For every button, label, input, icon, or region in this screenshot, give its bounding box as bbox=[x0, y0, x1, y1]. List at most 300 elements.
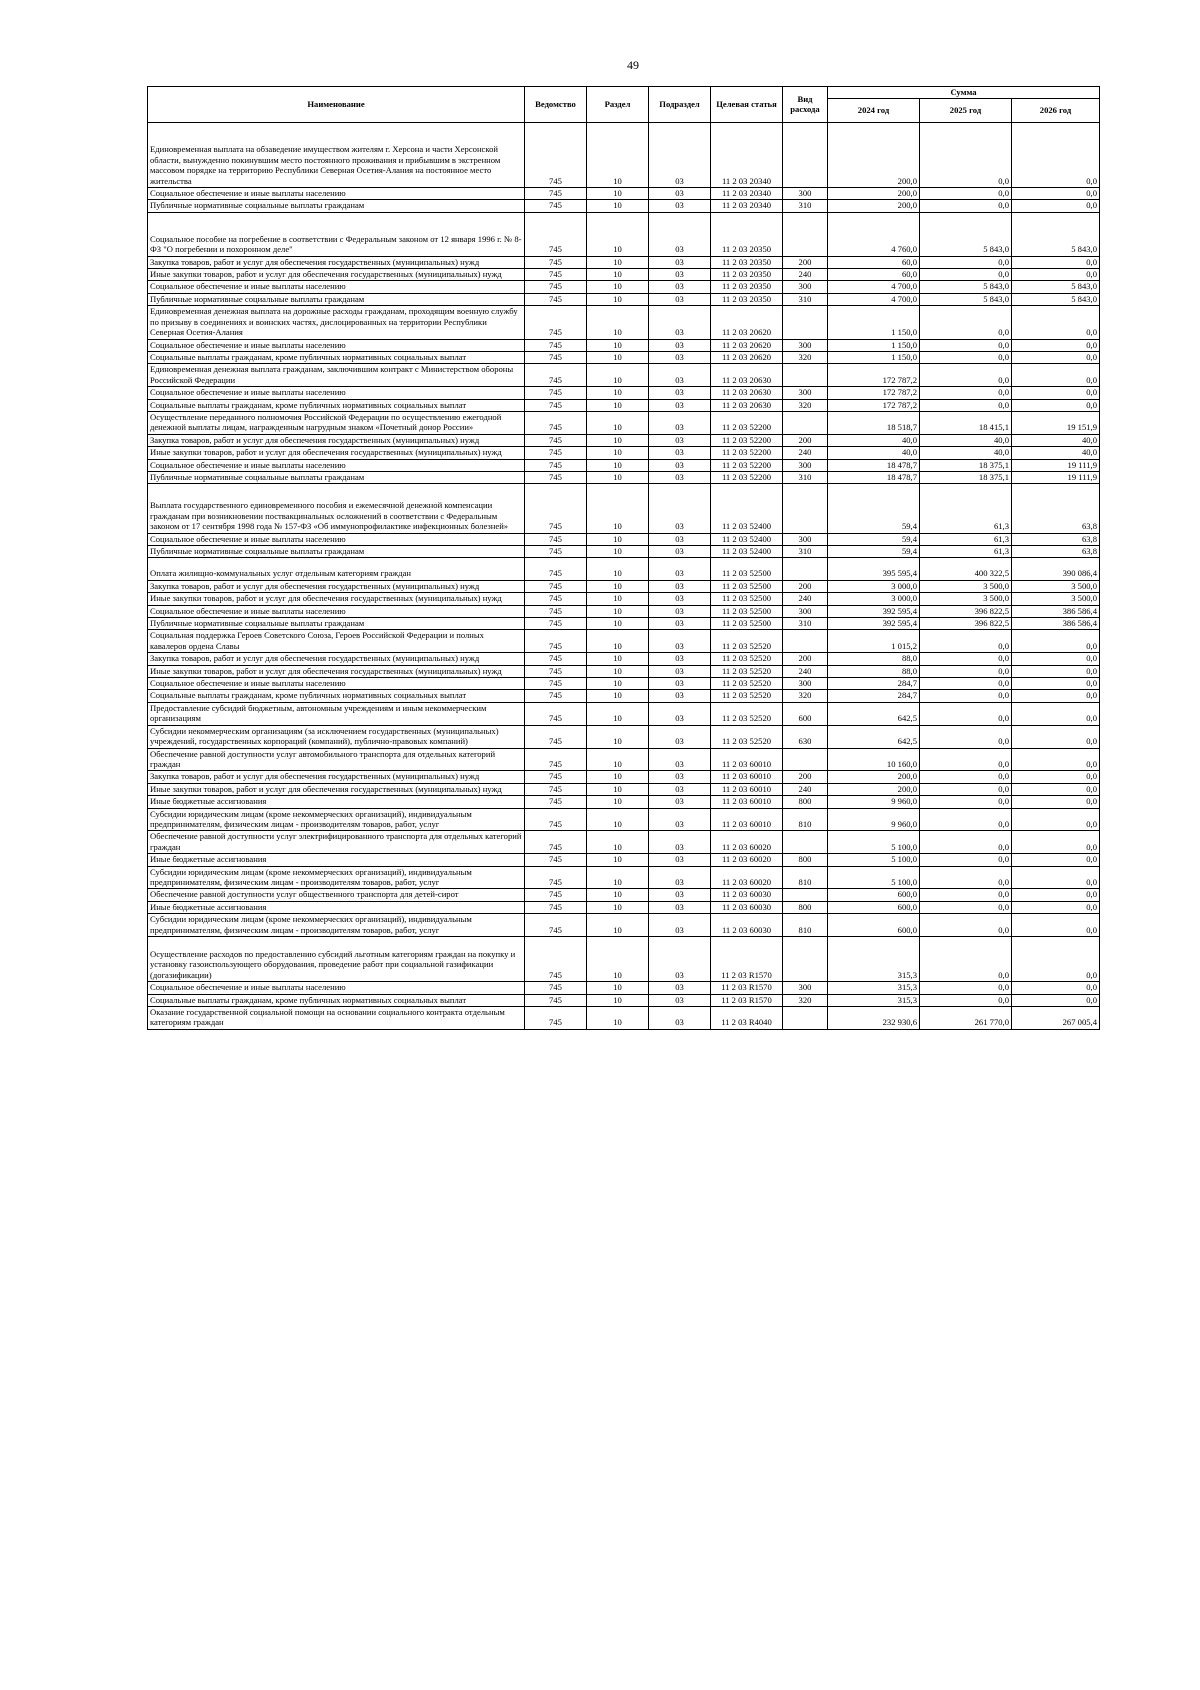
cell-dept: 745 bbox=[525, 994, 587, 1006]
cell-2024: 232 930,6 bbox=[828, 1007, 920, 1030]
cell-2025: 396 822,5 bbox=[920, 618, 1012, 630]
cell-section: 10 bbox=[587, 558, 649, 580]
cell-2026: 0,0 bbox=[1012, 188, 1100, 200]
cell-target: 11 2 03 52520 bbox=[711, 702, 783, 725]
cell-name: Закупка товаров, работ и услуг для обеспечения государственных (муниципальных) нужд bbox=[148, 580, 525, 592]
cell-2024: 392 595,4 bbox=[828, 618, 920, 630]
cell-exptype bbox=[783, 411, 828, 434]
cell-subsection: 03 bbox=[649, 364, 711, 387]
cell-dept: 745 bbox=[525, 854, 587, 866]
cell-name: Осуществление переданного полномочия Российской Федерации по осуществлению ежегодной денежной выплаты лицам, награжденным нагрудным знаком «Почетный донор России» bbox=[148, 411, 525, 434]
cell-2026: 0,0 bbox=[1012, 690, 1100, 702]
cell-2025: 0,0 bbox=[920, 653, 1012, 665]
table-row bbox=[148, 339, 1100, 351]
cell-2025: 400 322,5 bbox=[920, 558, 1012, 580]
cell-subsection: 03 bbox=[649, 351, 711, 363]
cell-subsection: 03 bbox=[649, 702, 711, 725]
cell-subsection: 03 bbox=[649, 269, 711, 281]
cell-section: 10 bbox=[587, 256, 649, 268]
cell-2024: 5 100,0 bbox=[828, 866, 920, 889]
cell-2026: 19 111,9 bbox=[1012, 459, 1100, 471]
cell-name: Иные закупки товаров, работ и услуг для обеспечения государственных (муниципальных) нужд bbox=[148, 269, 525, 281]
cell-2025: 40,0 bbox=[920, 434, 1012, 446]
cell-section: 10 bbox=[587, 748, 649, 771]
cell-section: 10 bbox=[587, 771, 649, 783]
cell-exptype: 810 bbox=[783, 914, 828, 937]
cell-2024: 18 518,7 bbox=[828, 411, 920, 434]
cell-exptype: 300 bbox=[783, 982, 828, 994]
cell-target: 11 2 03 52200 bbox=[711, 459, 783, 471]
cell-subsection: 03 bbox=[649, 630, 711, 653]
cell-section: 10 bbox=[587, 994, 649, 1006]
cell-target: 11 2 03 52520 bbox=[711, 653, 783, 665]
cell-name: Иные бюджетные ассигнования bbox=[148, 901, 525, 913]
cell-section: 10 bbox=[587, 533, 649, 545]
table-body bbox=[148, 123, 1100, 1029]
cell-target: 11 2 03 R1570 bbox=[711, 982, 783, 994]
cell-target: 11 2 03 52200 bbox=[711, 471, 783, 483]
cell-2026: 5 843,0 bbox=[1012, 281, 1100, 293]
cell-name: Социальное обеспечение и иные выплаты населению bbox=[148, 982, 525, 994]
cell-section: 10 bbox=[587, 546, 649, 558]
cell-name: Закупка товаров, работ и услуг для обеспечения государственных (муниципальных) нужд bbox=[148, 434, 525, 446]
cell-target: 11 2 03 60010 bbox=[711, 783, 783, 795]
cell-target: 11 2 03 20340 bbox=[711, 200, 783, 212]
cell-target: 11 2 03 52500 bbox=[711, 593, 783, 605]
cell-2025: 396 822,5 bbox=[920, 605, 1012, 617]
cell-dept: 745 bbox=[525, 796, 587, 808]
cell-2026: 0,0 bbox=[1012, 808, 1100, 831]
cell-2026: 3 500,0 bbox=[1012, 593, 1100, 605]
cell-dept: 745 bbox=[525, 123, 587, 188]
cell-2024: 3 000,0 bbox=[828, 593, 920, 605]
cell-2026: 0,0 bbox=[1012, 831, 1100, 854]
cell-section: 10 bbox=[587, 605, 649, 617]
cell-2025: 18 375,1 bbox=[920, 459, 1012, 471]
cell-name: Субсидии некоммерческим организациям (за исключением государственных (муниципальных) учреждений, государственных корпораций (компаний), публично-правовых компаний) bbox=[148, 725, 525, 748]
table-row bbox=[148, 387, 1100, 399]
cell-exptype bbox=[783, 831, 828, 854]
cell-dept: 745 bbox=[525, 434, 587, 446]
cell-dept: 745 bbox=[525, 653, 587, 665]
cell-dept: 745 bbox=[525, 351, 587, 363]
cell-target: 11 2 03 60010 bbox=[711, 771, 783, 783]
cell-target: 11 2 03 52400 bbox=[711, 484, 783, 533]
header-2024: 2024 год bbox=[828, 99, 920, 123]
table-row bbox=[148, 212, 1100, 256]
cell-2025: 0,0 bbox=[920, 901, 1012, 913]
cell-2024: 642,5 bbox=[828, 702, 920, 725]
cell-2024: 18 478,7 bbox=[828, 471, 920, 483]
cell-name: Социальное обеспечение и иные выплаты населению bbox=[148, 533, 525, 545]
cell-subsection: 03 bbox=[649, 434, 711, 446]
cell-target: 11 2 03 52500 bbox=[711, 558, 783, 580]
cell-target: 11 2 03 60010 bbox=[711, 796, 783, 808]
cell-subsection: 03 bbox=[649, 459, 711, 471]
table-row bbox=[148, 293, 1100, 305]
cell-2026: 0,0 bbox=[1012, 889, 1100, 901]
cell-section: 10 bbox=[587, 1007, 649, 1030]
cell-section: 10 bbox=[587, 434, 649, 446]
cell-2025: 61,3 bbox=[920, 484, 1012, 533]
table-row bbox=[148, 889, 1100, 901]
cell-name: Закупка товаров, работ и услуг для обеспечения государственных (муниципальных) нужд bbox=[148, 653, 525, 665]
header-sum: Сумма bbox=[828, 87, 1100, 99]
cell-2024: 642,5 bbox=[828, 725, 920, 748]
cell-target: 11 2 03 52500 bbox=[711, 580, 783, 592]
cell-name: Публичные нормативные социальные выплаты гражданам bbox=[148, 293, 525, 305]
cell-target: 11 2 03 52520 bbox=[711, 630, 783, 653]
cell-subsection: 03 bbox=[649, 653, 711, 665]
cell-section: 10 bbox=[587, 123, 649, 188]
table-row bbox=[148, 1007, 1100, 1030]
cell-exptype: 810 bbox=[783, 808, 828, 831]
cell-2025: 0,0 bbox=[920, 831, 1012, 854]
cell-2025: 0,0 bbox=[920, 665, 1012, 677]
cell-section: 10 bbox=[587, 200, 649, 212]
cell-name: Закупка товаров, работ и услуг для обеспечения государственных (муниципальных) нужд bbox=[148, 771, 525, 783]
cell-dept: 745 bbox=[525, 580, 587, 592]
cell-2024: 40,0 bbox=[828, 447, 920, 459]
cell-2026: 390 086,4 bbox=[1012, 558, 1100, 580]
cell-2025: 0,0 bbox=[920, 937, 1012, 982]
cell-exptype: 810 bbox=[783, 866, 828, 889]
cell-dept: 745 bbox=[525, 188, 587, 200]
cell-section: 10 bbox=[587, 339, 649, 351]
cell-2026: 0,0 bbox=[1012, 351, 1100, 363]
cell-dept: 745 bbox=[525, 387, 587, 399]
cell-section: 10 bbox=[587, 293, 649, 305]
cell-2026: 267 005,4 bbox=[1012, 1007, 1100, 1030]
cell-section: 10 bbox=[587, 725, 649, 748]
cell-exptype bbox=[783, 484, 828, 533]
cell-section: 10 bbox=[587, 665, 649, 677]
table-row bbox=[148, 281, 1100, 293]
cell-2024: 392 595,4 bbox=[828, 605, 920, 617]
cell-2024: 10 160,0 bbox=[828, 748, 920, 771]
table-row bbox=[148, 200, 1100, 212]
cell-target: 11 2 03 52400 bbox=[711, 546, 783, 558]
cell-subsection: 03 bbox=[649, 447, 711, 459]
cell-name: Социальные выплаты гражданам, кроме публичных нормативных социальных выплат bbox=[148, 690, 525, 702]
cell-2026: 0,0 bbox=[1012, 306, 1100, 339]
table-row bbox=[148, 771, 1100, 783]
cell-2024: 9 960,0 bbox=[828, 796, 920, 808]
cell-subsection: 03 bbox=[649, 471, 711, 483]
cell-2024: 315,3 bbox=[828, 994, 920, 1006]
cell-2024: 5 100,0 bbox=[828, 854, 920, 866]
cell-name: Публичные нормативные социальные выплаты гражданам bbox=[148, 546, 525, 558]
cell-subsection: 03 bbox=[649, 678, 711, 690]
cell-name: Оплата жилищно-коммунальных услуг отдельным категориям граждан bbox=[148, 558, 525, 580]
cell-section: 10 bbox=[587, 653, 649, 665]
cell-subsection: 03 bbox=[649, 901, 711, 913]
cell-2026: 0,0 bbox=[1012, 678, 1100, 690]
cell-name: Единовременная выплата на обзаведение имуществом жителям г. Херсона и части Херсонской области, вынужденно покинувшим место постоянного проживания и прибывшим в экстренном массовом порядке на территорию Республики Северная Осетия-Алания на постоянное место жительства bbox=[148, 123, 525, 188]
cell-dept: 745 bbox=[525, 281, 587, 293]
table-row bbox=[148, 188, 1100, 200]
cell-section: 10 bbox=[587, 889, 649, 901]
cell-2025: 0,0 bbox=[920, 725, 1012, 748]
cell-target: 11 2 03 20340 bbox=[711, 188, 783, 200]
cell-name: Публичные нормативные социальные выплаты гражданам bbox=[148, 618, 525, 630]
cell-2024: 172 787,2 bbox=[828, 364, 920, 387]
cell-exptype: 630 bbox=[783, 725, 828, 748]
cell-2024: 284,7 bbox=[828, 690, 920, 702]
cell-section: 10 bbox=[587, 783, 649, 795]
cell-2026: 3 500,0 bbox=[1012, 580, 1100, 592]
cell-2026: 0,0 bbox=[1012, 339, 1100, 351]
cell-2025: 0,0 bbox=[920, 690, 1012, 702]
cell-target: 11 2 03 60020 bbox=[711, 866, 783, 889]
cell-target: 11 2 03 20350 bbox=[711, 212, 783, 256]
header-row bbox=[148, 87, 1100, 99]
cell-2025: 0,0 bbox=[920, 306, 1012, 339]
cell-section: 10 bbox=[587, 364, 649, 387]
table-row bbox=[148, 411, 1100, 434]
table-row bbox=[148, 434, 1100, 446]
cell-subsection: 03 bbox=[649, 690, 711, 702]
cell-exptype: 310 bbox=[783, 546, 828, 558]
cell-exptype: 240 bbox=[783, 447, 828, 459]
cell-2026: 5 843,0 bbox=[1012, 212, 1100, 256]
cell-subsection: 03 bbox=[649, 994, 711, 1006]
cell-exptype: 240 bbox=[783, 665, 828, 677]
cell-subsection: 03 bbox=[649, 796, 711, 808]
cell-2026: 0,0 bbox=[1012, 725, 1100, 748]
table-row bbox=[148, 702, 1100, 725]
cell-2025: 0,0 bbox=[920, 783, 1012, 795]
cell-subsection: 03 bbox=[649, 200, 711, 212]
table-row bbox=[148, 123, 1100, 188]
cell-target: 11 2 03 52520 bbox=[711, 725, 783, 748]
cell-2024: 200,0 bbox=[828, 123, 920, 188]
cell-exptype: 310 bbox=[783, 618, 828, 630]
cell-2025: 3 500,0 bbox=[920, 593, 1012, 605]
header-name: Наименование bbox=[148, 87, 525, 123]
cell-2026: 0,0 bbox=[1012, 771, 1100, 783]
cell-name: Социальные выплаты гражданам, кроме публичных нормативных социальных выплат bbox=[148, 994, 525, 1006]
cell-exptype: 320 bbox=[783, 351, 828, 363]
cell-section: 10 bbox=[587, 212, 649, 256]
cell-subsection: 03 bbox=[649, 889, 711, 901]
cell-section: 10 bbox=[587, 831, 649, 854]
budget-table bbox=[147, 86, 1100, 1030]
cell-dept: 745 bbox=[525, 831, 587, 854]
cell-target: 11 2 03 20350 bbox=[711, 269, 783, 281]
cell-target: 11 2 03 20630 bbox=[711, 399, 783, 411]
cell-subsection: 03 bbox=[649, 665, 711, 677]
cell-dept: 745 bbox=[525, 937, 587, 982]
cell-2024: 60,0 bbox=[828, 256, 920, 268]
cell-2024: 4 700,0 bbox=[828, 293, 920, 305]
cell-subsection: 03 bbox=[649, 808, 711, 831]
cell-exptype: 200 bbox=[783, 256, 828, 268]
cell-2026: 0,0 bbox=[1012, 994, 1100, 1006]
header-2025: 2025 год bbox=[920, 99, 1012, 123]
cell-section: 10 bbox=[587, 982, 649, 994]
cell-target: 11 2 03 52200 bbox=[711, 447, 783, 459]
cell-name: Публичные нормативные социальные выплаты гражданам bbox=[148, 471, 525, 483]
header-dept: Ведомство bbox=[525, 87, 587, 123]
cell-name: Предоставление субсидий бюджетным, автономным учреждениям и иным некоммерческим организациям bbox=[148, 702, 525, 725]
cell-section: 10 bbox=[587, 866, 649, 889]
cell-exptype: 310 bbox=[783, 200, 828, 212]
cell-exptype: 310 bbox=[783, 293, 828, 305]
cell-2026: 0,0 bbox=[1012, 653, 1100, 665]
cell-section: 10 bbox=[587, 854, 649, 866]
cell-2025: 0,0 bbox=[920, 387, 1012, 399]
cell-name: Закупка товаров, работ и услуг для обеспечения государственных (муниципальных) нужд bbox=[148, 256, 525, 268]
cell-subsection: 03 bbox=[649, 546, 711, 558]
table-row bbox=[148, 269, 1100, 281]
table-row bbox=[148, 306, 1100, 339]
cell-name: Социальное обеспечение и иные выплаты населению bbox=[148, 281, 525, 293]
cell-subsection: 03 bbox=[649, 605, 711, 617]
cell-name: Обеспечение равной доступности услуг общественного транспорта для детей-сирот bbox=[148, 889, 525, 901]
cell-2026: 0,0 bbox=[1012, 914, 1100, 937]
cell-exptype bbox=[783, 364, 828, 387]
cell-2024: 40,0 bbox=[828, 434, 920, 446]
cell-2026: 40,0 bbox=[1012, 447, 1100, 459]
cell-dept: 745 bbox=[525, 484, 587, 533]
cell-name: Осуществление расходов по предоставлению субсидий льготным категориям граждан на покупку и установку газоиспользующего оборудования, проведение работ при социальной газификации (догазификации) bbox=[148, 937, 525, 982]
cell-subsection: 03 bbox=[649, 937, 711, 982]
cell-2025: 0,0 bbox=[920, 748, 1012, 771]
table-row bbox=[148, 665, 1100, 677]
cell-2024: 600,0 bbox=[828, 914, 920, 937]
cell-target: 11 2 03 52200 bbox=[711, 411, 783, 434]
cell-subsection: 03 bbox=[649, 593, 711, 605]
cell-2024: 172 787,2 bbox=[828, 387, 920, 399]
cell-exptype bbox=[783, 889, 828, 901]
cell-exptype: 200 bbox=[783, 653, 828, 665]
cell-target: 11 2 03 20350 bbox=[711, 281, 783, 293]
table-row bbox=[148, 447, 1100, 459]
cell-dept: 745 bbox=[525, 630, 587, 653]
table-row bbox=[148, 351, 1100, 363]
cell-name: Единовременная денежная выплата на дорожные расходы гражданам, проходящим военную службу по призыву в соединениях и воинских частях, дислоцированных на территории Республики Северная Осетия-Алания bbox=[148, 306, 525, 339]
cell-2024: 1 150,0 bbox=[828, 351, 920, 363]
cell-exptype: 240 bbox=[783, 783, 828, 795]
cell-name: Социальные выплаты гражданам, кроме публичных нормативных социальных выплат bbox=[148, 351, 525, 363]
cell-exptype: 300 bbox=[783, 678, 828, 690]
cell-target: 11 2 03 60020 bbox=[711, 831, 783, 854]
cell-target: 11 2 03 20620 bbox=[711, 339, 783, 351]
cell-subsection: 03 bbox=[649, 256, 711, 268]
cell-target: 11 2 03 60010 bbox=[711, 808, 783, 831]
cell-section: 10 bbox=[587, 447, 649, 459]
cell-dept: 745 bbox=[525, 306, 587, 339]
cell-2026: 0,0 bbox=[1012, 866, 1100, 889]
cell-name: Публичные нормативные социальные выплаты гражданам bbox=[148, 200, 525, 212]
table-row bbox=[148, 459, 1100, 471]
header-2026: 2026 год bbox=[1012, 99, 1100, 123]
cell-exptype: 300 bbox=[783, 281, 828, 293]
cell-exptype: 800 bbox=[783, 796, 828, 808]
cell-dept: 745 bbox=[525, 411, 587, 434]
table-row bbox=[148, 783, 1100, 795]
cell-name: Субсидии юридическим лицам (кроме некоммерческих организаций), индивидуальным предпринимателям, физическим лицам - производителям товаров, работ, услуг bbox=[148, 866, 525, 889]
cell-2025: 0,0 bbox=[920, 399, 1012, 411]
cell-section: 10 bbox=[587, 808, 649, 831]
cell-dept: 745 bbox=[525, 618, 587, 630]
cell-section: 10 bbox=[587, 796, 649, 808]
cell-name: Социальное обеспечение и иные выплаты населению bbox=[148, 605, 525, 617]
cell-2025: 0,0 bbox=[920, 889, 1012, 901]
cell-name: Социальное обеспечение и иные выплаты населению bbox=[148, 188, 525, 200]
cell-target: 11 2 03 60030 bbox=[711, 889, 783, 901]
cell-2025: 61,3 bbox=[920, 546, 1012, 558]
cell-2025: 0,0 bbox=[920, 256, 1012, 268]
table-row bbox=[148, 364, 1100, 387]
cell-name: Единовременная денежная выплата гражданам, заключившим контракт с Министерством обороны Российской Федерации bbox=[148, 364, 525, 387]
cell-2025: 18 415,1 bbox=[920, 411, 1012, 434]
cell-2025: 18 375,1 bbox=[920, 471, 1012, 483]
cell-section: 10 bbox=[587, 593, 649, 605]
table-row bbox=[148, 558, 1100, 580]
cell-subsection: 03 bbox=[649, 725, 711, 748]
cell-2026: 0,0 bbox=[1012, 630, 1100, 653]
table-row bbox=[148, 630, 1100, 653]
cell-2024: 200,0 bbox=[828, 783, 920, 795]
cell-2025: 40,0 bbox=[920, 447, 1012, 459]
cell-section: 10 bbox=[587, 471, 649, 483]
header-exptype: Вид расхода bbox=[783, 87, 828, 123]
cell-2026: 0,0 bbox=[1012, 937, 1100, 982]
cell-2024: 395 595,4 bbox=[828, 558, 920, 580]
cell-2026: 0,0 bbox=[1012, 123, 1100, 188]
cell-2026: 0,0 bbox=[1012, 783, 1100, 795]
cell-dept: 745 bbox=[525, 901, 587, 913]
cell-section: 10 bbox=[587, 937, 649, 982]
table-row bbox=[148, 982, 1100, 994]
cell-target: 11 2 03 20630 bbox=[711, 364, 783, 387]
cell-name: Социальное обеспечение и иные выплаты населению bbox=[148, 387, 525, 399]
cell-dept: 745 bbox=[525, 605, 587, 617]
cell-exptype: 320 bbox=[783, 690, 828, 702]
cell-2024: 88,0 bbox=[828, 653, 920, 665]
cell-target: 11 2 03 52200 bbox=[711, 434, 783, 446]
cell-exptype: 200 bbox=[783, 771, 828, 783]
cell-2025: 0,0 bbox=[920, 771, 1012, 783]
table-row bbox=[148, 796, 1100, 808]
cell-2025: 0,0 bbox=[920, 269, 1012, 281]
table-row bbox=[148, 256, 1100, 268]
cell-target: 11 2 03 20620 bbox=[711, 351, 783, 363]
cell-target: 11 2 03 52520 bbox=[711, 678, 783, 690]
cell-exptype: 300 bbox=[783, 459, 828, 471]
cell-section: 10 bbox=[587, 306, 649, 339]
cell-2026: 0,0 bbox=[1012, 256, 1100, 268]
cell-dept: 745 bbox=[525, 546, 587, 558]
cell-2025: 0,0 bbox=[920, 914, 1012, 937]
cell-name: Иные закупки товаров, работ и услуг для обеспечения государственных (муниципальных) нужд bbox=[148, 447, 525, 459]
cell-dept: 745 bbox=[525, 593, 587, 605]
cell-section: 10 bbox=[587, 690, 649, 702]
table-row bbox=[148, 533, 1100, 545]
cell-subsection: 03 bbox=[649, 306, 711, 339]
cell-subsection: 03 bbox=[649, 558, 711, 580]
cell-section: 10 bbox=[587, 399, 649, 411]
cell-2025: 0,0 bbox=[920, 351, 1012, 363]
cell-2024: 59,4 bbox=[828, 484, 920, 533]
cell-target: 11 2 03 R1570 bbox=[711, 937, 783, 982]
cell-name: Субсидии юридическим лицам (кроме некоммерческих организаций), индивидуальным предпринимателям, физическим лицам - производителям товаров, работ, услуг bbox=[148, 914, 525, 937]
cell-dept: 745 bbox=[525, 665, 587, 677]
cell-name: Социальное обеспечение и иные выплаты населению bbox=[148, 678, 525, 690]
cell-2025: 0,0 bbox=[920, 339, 1012, 351]
